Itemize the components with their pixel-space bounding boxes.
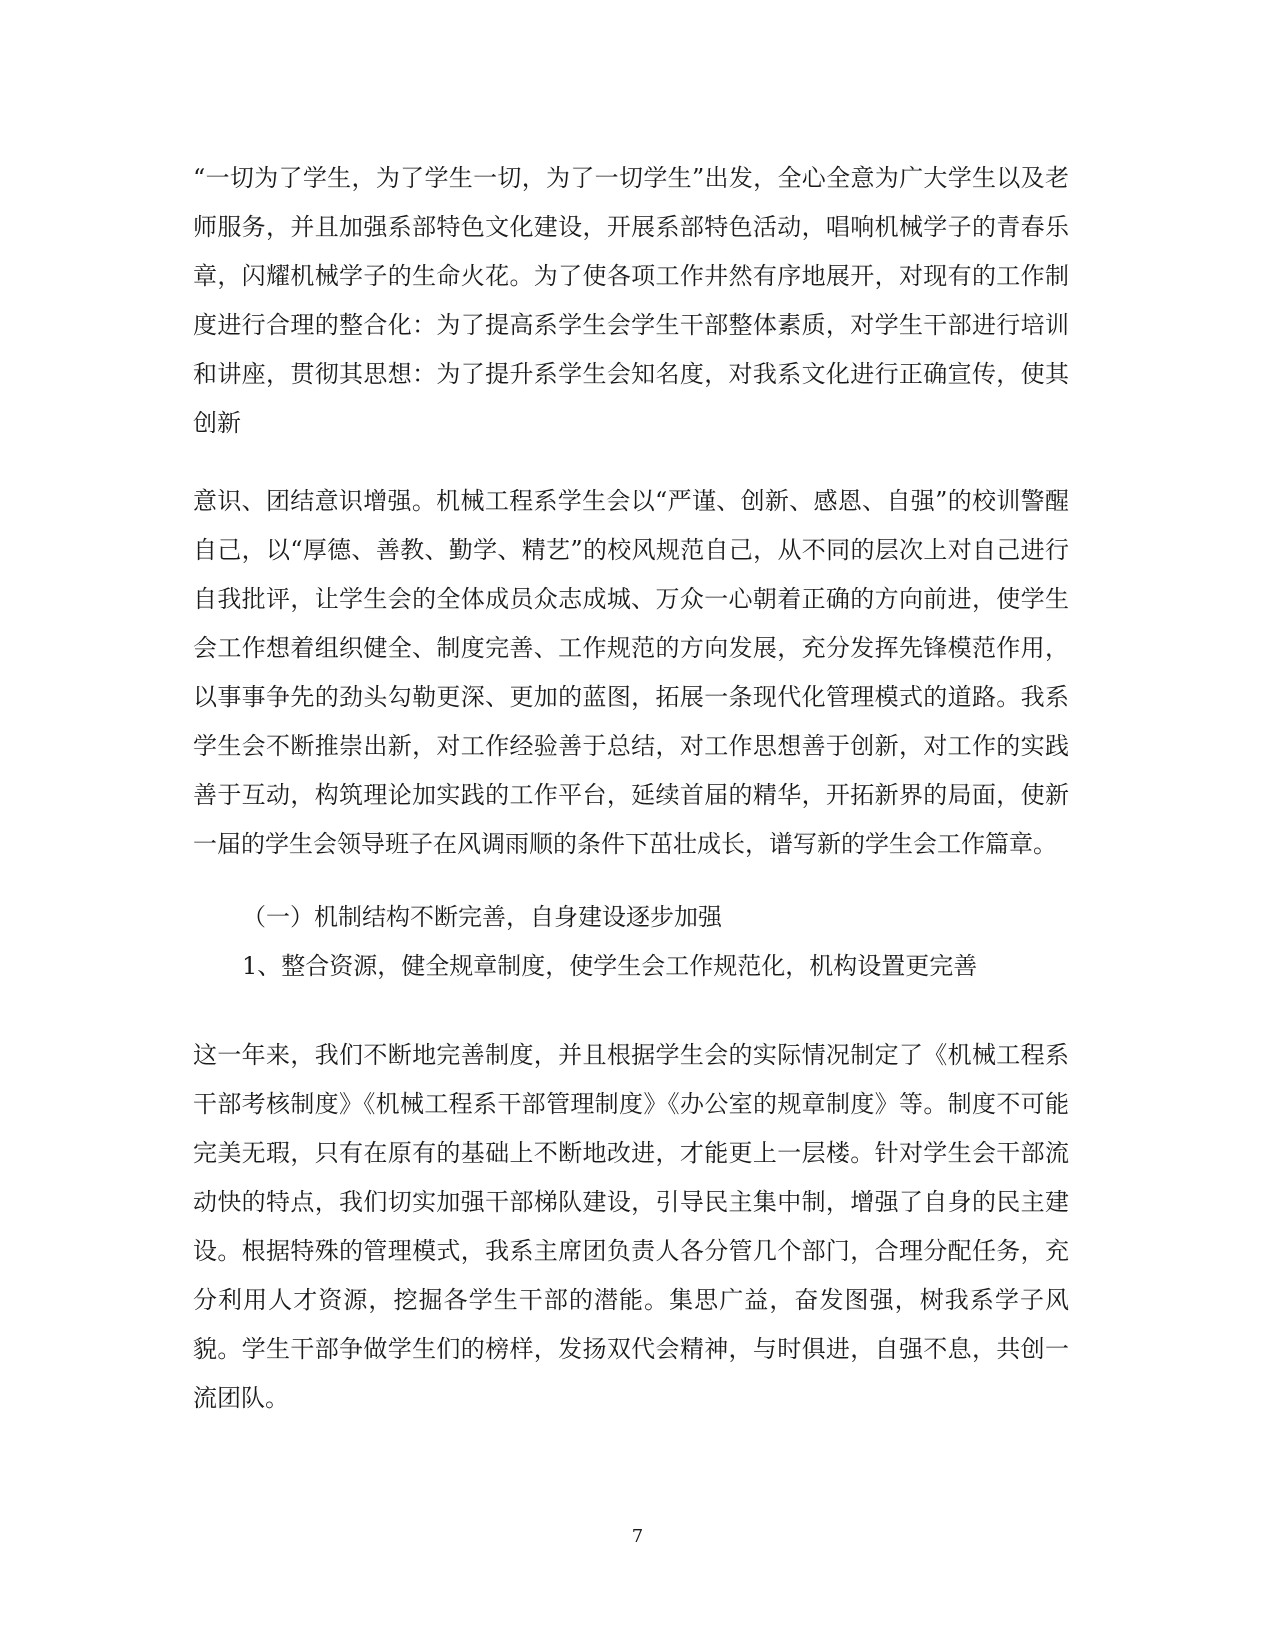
section-heading: （一）机制结构不断完善，自身建设逐步加强: [242, 903, 722, 931]
paragraph-rules-and-system: 这一年来，我们不断地完善制度，并且根据学生会的实际情况制定了《机械工程系干部考核制度》《机械工程系干部管理制度》《办公室的规章制度》等。制度不可能完美无瑕，只有在原有的基础上不断地改进，才能更上一层楼。针对学生会干部流动快的特点，我们切实加强干部梯队建设，引导民主集中制，增强了自身的民主建设。根据特殊的管理模式，我系主席团负责人各分管几个部门，合理分配任务，充分利用人才资源，挖掘各学生干部的潜能。集思广益，奋发图强，树我系学子风貌。学生干部争做学生们的榜样，发扬双代会精神，与时俱进，自强不息，共创一流团队。: [193, 1041, 1069, 1412]
subsection-heading: 1、整合资源，健全规章制度，使学生会工作规范化，机构设置更完善: [242, 952, 978, 980]
paragraph-service-culture: “一切为了学生，为了学生一切，为了一切学生”出发，全心全意为广大学生以及老师服务，并且加强系部特色文化建设，开展系部特色活动，唱响机械学子的青春乐章，闪耀机械学子的生命火花。为了使各项工作井然有序地展开，对现有的工作制度进行合理的整合化：为了提高系学生会学生干部整体素质，对学生干部进行培训和讲座，贯彻其思想：为了提升系学生会知名度，对我系文化进行正确宣传，使其创新: [193, 164, 1069, 437]
paragraph-student-union-spirit: 意识、团结意识增强。机械工程系学生会以“严谨、创新、感恩、自强”的校训警醒自己，以“厚德、善教、勤学、精艺”的校风规范自己，从不同的层次上对自己进行自我批评，让学生会的全体成员众志成城、万众一心朝着正确的方向前进，使学生会工作想着组织健全、制度完善、工作规范的方向发展，充分发挥先锋模范作用，以事事争先的劲头勾勒更深、更加的蓝图，拓展一条现代化管理模式的道路。我系学生会不断推崇出新，对工作经验善于总结，对工作思想善于创新，对工作的实践善于互动，构筑理论加实践的工作平台，延续首届的精华，开拓新界的局面，使新一届的学生会领导班子在风调雨顺的条件下茁壮成长，谱写新的学生会工作篇章。: [193, 487, 1069, 858]
page-number: 7: [631, 1526, 644, 1547]
